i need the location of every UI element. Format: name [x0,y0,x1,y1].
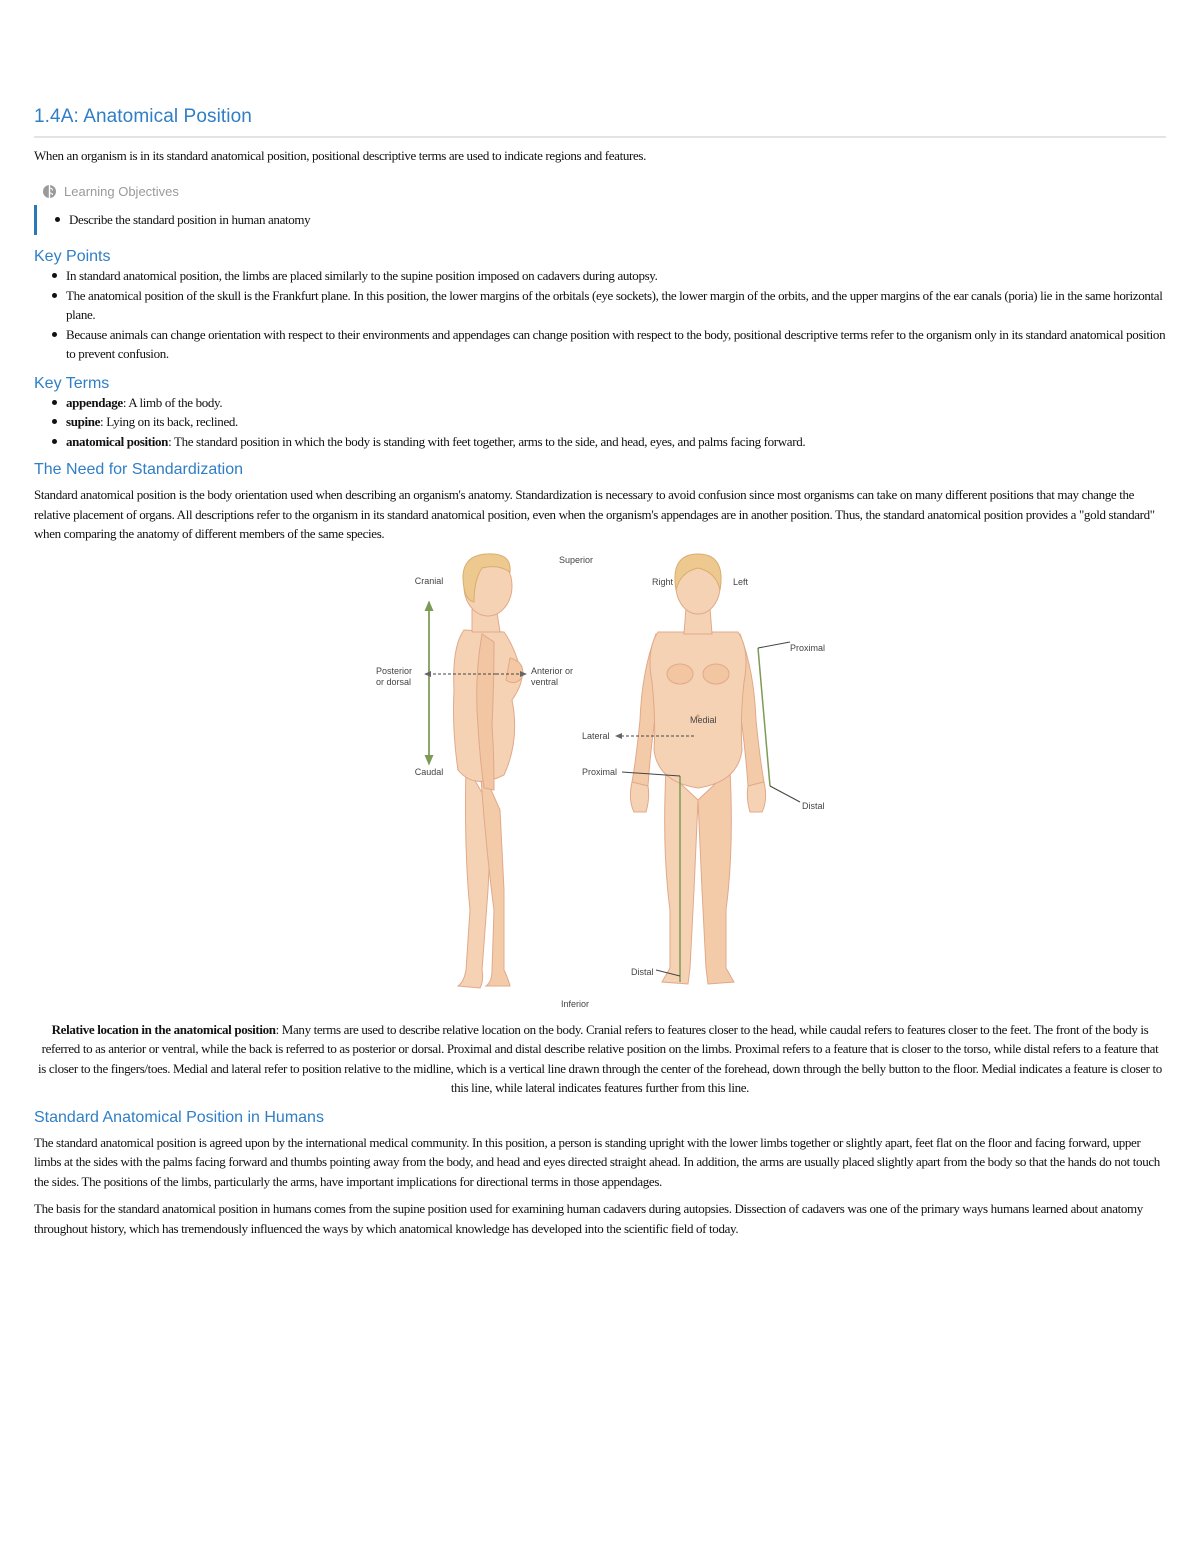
standard-position-heading: Standard Anatomical Position in Humans [34,1108,324,1126]
list-item: Because animals can change orientation with respect to their environments and appendages can change position with respect to the body, positional descriptive terms refer to the organism only in its standard anatomical position to prevent confusion. [54,325,1166,364]
label-left: Left [733,576,749,587]
learning-objectives-box [34,205,1166,236]
label-anterior-2: ventral [531,676,559,687]
label-lateral: Lateral [582,730,610,741]
figure-caption [34,1020,1166,1098]
label-distal-arm: Distal [802,800,825,811]
label-medial: Medial [690,714,717,725]
definition: : A limb of the body. [122,394,223,410]
label-right: Right [652,576,674,587]
caption-text: : Many terms are used to describe relative location on the body. Cranial refers to features closer to the head, while caudal refers to features closer to the feet. The front of the body is referred to as anterior or ventral, while the back is referred to as posterior or dorsal. Proximal and distal describe relative position on the limbs. Proximal refers to a feature that is closer to the torso, while distal refers to a feature that is closer to the fingers/toes. Medial and lateral refer to position relative to the midline, which is a vertical line drawn through the center of the forehead, down through the belly button to the floor. Medial indicates a feature is closer to this line, while lateral indicates features further from this line. [38,1021,1162,1095]
list-item: The anatomical position of the skull is the Frankfurt plane. In this position, the lower margins of the orbitals (eye sockets), the lower margin of the orbits, and the upper margins of the ear canals (poria) lie in the same horizontal plane. [54,286,1166,325]
list-item: In standard anatomical position, the limbs are placed similarly to the supine position imposed on cadavers during autopsy. [54,266,1166,286]
anatomical-position-figure [34,550,1166,1014]
page-title: 1.4A: Anatomical Position [34,106,1166,138]
list-item: Describe the standard position in human anatomy [57,210,1166,230]
front-view-figure [630,554,765,984]
list-item [54,393,1166,413]
brain-icon [42,184,57,199]
key-points-list [34,266,1166,364]
intro-paragraph: When an organism is in its standard anatomical position, positional descriptive terms are used to indicate regions and features. [34,148,647,163]
definition: : Lying on its back, reclined. [100,414,238,429]
caption-title: Relative location in the anatomical position [51,1021,276,1037]
label-inferior: Inferior [560,998,590,1009]
label-posterior: Posterior [376,665,413,676]
label-posterior-2: or dorsal [376,676,412,687]
standard-paragraph-2: The basis for the standard anatomical position in humans comes from the supine position used for examining human cadavers during autopsies. Dissection of cadavers was one of the primary ways humans learned about anatomy throughout history, which has tremendously influenced the ways by which anatomical knowledge has developed into the scientific field of today. [34,1201,1143,1236]
side-view-figure [454,553,523,987]
label-proximal-leg: Proximal [582,766,618,777]
standard-paragraph-1: The standard anatomical position is agreed upon by the international medical community. In this position, a person is standing upright with the lower limbs together or slightly apart, feet flat on the floor and facing forward, upper limbs at the sides with the palms facing forward and thumbs pointing away from the body, and head and eyes directed straight ahead. In addition, the arms are usually placed slightly apart from the body so that the hands do not touch the sides. The positions of the limbs, particularly the arms, have important implications for directional terms in those appendages. [34,1134,1160,1189]
learning-objectives-header[interactable] [42,184,1166,199]
list-item [54,412,1166,432]
term: anatomical position [66,433,169,449]
standardization-heading: The Need for Standardization [34,461,244,478]
term: appendage [66,394,123,410]
label-distal-leg: Distal [631,966,654,977]
label-cranial: Cranial [414,575,444,586]
key-terms-heading: Key Terms [34,374,110,392]
article [34,106,1166,1238]
list-item [54,432,1166,452]
key-points-heading: Key Points [34,248,111,265]
term: supine [66,414,101,429]
label-caudal: Caudal [414,766,444,777]
label-proximal-arm: Proximal [790,642,826,653]
label-superior: Superior [558,554,594,565]
standardization-paragraph: Standard anatomical position is the body orientation used when describing an organism's anatomy. Standardization is necessary to avoid confusion since most organisms can take on many different positions that may change the relative placement of organs. All descriptions refer to the organism in its standard anatomical position, even when the organism's appendages are in another position. Thus, the standard anatomical position provides a "gold standard" when comparing the anatomy of different members of the same species. [34,487,1155,541]
label-anterior: Anterior or [531,665,574,676]
learning-objectives-heading: Learning Objectives [64,183,179,199]
definition: : The standard position in which the body is standing with feet together, arms to the side, and head, eyes, and palms facing forward. [168,433,806,449]
key-terms-list [34,393,1166,452]
